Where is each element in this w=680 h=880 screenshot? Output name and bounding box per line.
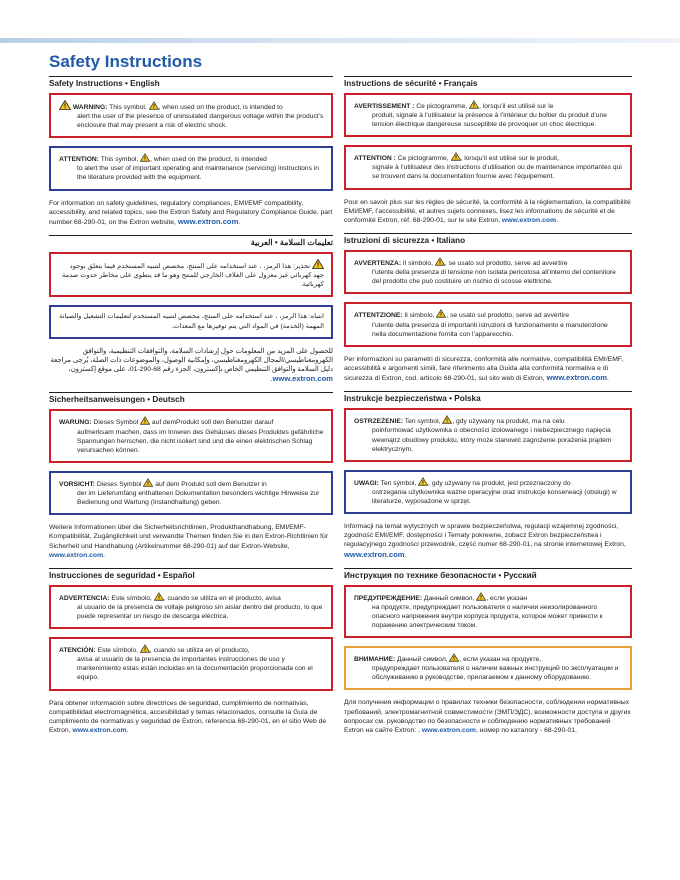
- attention-text: auf dem Produkt soll dem Benutzer in: [153, 480, 267, 488]
- left-column: [49, 76, 333, 743]
- warning-label: AVVERTENZA:: [354, 260, 402, 268]
- warning-text: auf demProdukt soll den Benutzer darauf: [150, 419, 274, 427]
- attention-text: Ten symbol,: [378, 479, 419, 487]
- attention-text: Il simbolo,: [402, 312, 437, 320]
- extron-link[interactable]: www.extron.com: [72, 727, 127, 735]
- warning-box-french: [344, 93, 632, 137]
- warning-text: Ce pictogramme,: [414, 103, 470, 110]
- paragraph-text: Для получения информации о правилах техники безопасности, соблюдении нормативных требований, электромагнитной совместимости (ЭМП/ЭДС), возможности доступа и других вопросах см. руководство по безопасности и соблюдению нормативных требований Extron на сайте Extron: ,: [344, 699, 631, 735]
- attention-text: avisa al usuario de la presencia de importantes instrucciones de uso y mantenimiento estas están incluidas en la documentación proporcionada con el equipo.: [77, 656, 313, 682]
- info-paragraph-arabic: [49, 347, 333, 385]
- warning-text: poinformować użytkownika o obecności izolowanego i niebezpiecznego napięcia wewnątrz obudowy produktu, który może stanowić zagrożenie porażenia prądem elektrycznym.: [372, 427, 612, 453]
- section-heading-russian: Инструкция по технике безопасности • Русский: [344, 568, 632, 583]
- warning-triangle-icon: [476, 592, 486, 601]
- right-column: [344, 76, 632, 743]
- warning-box-german: [49, 409, 333, 462]
- attention-text: Данный символ,: [395, 656, 450, 664]
- warning-label: ADVERTENCIA:: [59, 594, 110, 602]
- paragraph-text: .: [556, 216, 558, 224]
- paragraph-text: .: [103, 551, 106, 559]
- info-paragraph-spanish: [49, 699, 333, 736]
- extron-link[interactable]: www.extron.com: [344, 549, 405, 559]
- warning-triangle-icon: [435, 257, 445, 266]
- attention-text: предупреждает пользователя о наличии важных инструкций по эксплуатации и обслуживанию в руководстве, прилагаемом к данному оборудованию.: [372, 665, 619, 682]
- warning-triangle-icon: [418, 477, 428, 486]
- attention-label: ВНИМАНИЕ:: [354, 656, 396, 664]
- attention-text: Este símbolo,: [95, 647, 140, 655]
- attention-text: Dieses Symbol: [95, 480, 144, 488]
- attention-label: ATTENTZIONE:: [354, 312, 403, 320]
- warning-text: l’utente della presenza di tensione non isolata pericolosa all’interno del contenitore del prodotto che può costituire un rischio di scosse elettriche.: [372, 269, 616, 286]
- warning-label: OSTRZEŻENIE:: [354, 418, 404, 426]
- extron-link[interactable]: www.extron.com: [421, 727, 476, 735]
- attention-text: ostrzegania użytkownika ważne operacyjne oraz instrukcje konserwacji (obsługi) w literaturze, wyposażone w sprzęt.: [372, 488, 617, 505]
- section-heading-arabic: تعليمات السلامة • العربية: [49, 235, 333, 250]
- paragraph-text: Weitere Informationen über die Sicherheitsrichtlinien, Produkthandhabung, EMI/EMF-Kompatibilität, Zugänglichkeit und verwandte Themen finden Sie in den Extron-Richtlinien für Sicherheit und Handhabung (Artikelnummer 68-290-01) auf der Extron-Website,: [49, 524, 329, 550]
- warning-label: ПРЕДУПРЕЖДЕНИЕ:: [354, 594, 423, 602]
- attention-text: , when used on the product, is intended: [150, 156, 267, 164]
- attention-box-french: [344, 145, 632, 189]
- warning-text: alert the user of the presence of uninsulated dangerous voltage within the product’s enclosure that may present a risk of electric shock.: [77, 113, 324, 130]
- section-heading-polish: Instrukcje bezpieczeństwa • Polska: [344, 391, 632, 406]
- warning-text: , lorsqu’il est utilisé sur le: [479, 103, 554, 110]
- page-title: Safety Instructions: [49, 52, 203, 71]
- warning-triangle-icon: [140, 416, 150, 425]
- section-heading-italian: Istruzioni di sicurezza • Italiano: [344, 233, 632, 248]
- paragraph-text: للحصول على المزيد من المعلومات حول إرشادات السلامة، والتوافقات التنظيمية، والتوافق الكهرومغناطيسي/المجال الكهرومغناطيسي، وإمكانية الوصول، والموضوعات ذات الصلة، يُرجى مراجعة دليل السلامة والتوافق التنظيمي الخاص بإكسترون، الجزء رقم 68-290-01، على موقع إكسترون،: [50, 347, 333, 374]
- info-paragraph-italian: [344, 355, 632, 384]
- warning-text: تحذير: هذا الرمز، ، عند استخدامه على المنتج، مخصص لتنبيه المستخدم فيما يتعلق بوجود جهد كهربائي غير معزول على الغلاف الخارجي للمنتج وهو ما قد ينطوي على مخاطر حدوث صدمة كهربائية.: [61, 263, 324, 289]
- attention-box-english: [49, 146, 333, 190]
- paragraph-text: .: [606, 375, 609, 383]
- attention-box-arabic: [49, 305, 333, 338]
- warning-text: , cuando se utiliza en el producto, avisa: [163, 594, 281, 602]
- warning-label: WARUNG:: [59, 419, 92, 427]
- info-paragraph-russian: [344, 698, 632, 735]
- warning-text: , when used on the product, is intended to: [158, 104, 283, 111]
- warning-text: This symbol,: [107, 104, 149, 111]
- warning-triangle-icon: [154, 592, 164, 601]
- warning-text: Il simbolo,: [401, 260, 435, 268]
- paragraph-text: Pour en savoir plus sur les règles de sécurité, la conformité à la réglementation, la compatibilité EMI/EMF, l’accessibilité, et autres sujets connexes, lisez les informations de sécurité et de conformité Extron, réf. 68-290-01, sur le site Extron,: [344, 198, 631, 224]
- warning-box-polish: [344, 408, 632, 461]
- attention-label: VORSICHT:: [59, 480, 96, 488]
- paragraph-text: For information on safety guidelines, regulatory compliances, EMI/EMF compatibility, accessibility, and related topics, see the Extron Safety and Regulatory Compliance Guide, part number 68-290-01, on the Extron website,: [49, 199, 333, 226]
- attention-text: signale à l’utilisateur des instructions d’utilisation ou de maintenance importantes qui se trouvent dans la documentation fournie avec l’équipement.: [372, 164, 622, 181]
- attention-text: , gdy używany na produkt, jest przeznaczony do: [428, 479, 571, 487]
- warning-triangle-icon: [469, 100, 479, 109]
- info-paragraph-english: [49, 199, 333, 228]
- attention-text: انتباه: هذا الرمز، ، عند استخدامه على المنتج، مخصص لتنبيه المستخدم لتعليمات التشغيل والصيانة المهمة (الخدمة) في المواد التي يتم توفيرها مع المعدات.: [59, 313, 324, 330]
- attention-text: , se usato sul prodotto, serve ad avvertire: [446, 312, 570, 320]
- attention-label: ATTENTION:: [59, 156, 99, 164]
- attention-box-german: [49, 471, 333, 515]
- paragraph-text: , номер по каталогу - 68-290-01.: [475, 727, 577, 735]
- attention-box-italian: [344, 302, 632, 346]
- attention-box-polish: [344, 470, 632, 514]
- attention-text: Ce pictogramme,: [395, 155, 451, 163]
- warning-triangle-icon: [436, 309, 446, 318]
- paragraph-text: .: [270, 376, 273, 384]
- warning-box-english: [49, 93, 333, 138]
- info-paragraph-german: [49, 523, 333, 560]
- extron-link[interactable]: www.extron.com: [177, 216, 239, 226]
- warning-triangle-icon: [140, 644, 150, 653]
- warning-triangle-icon: [442, 415, 452, 424]
- warning-box-italian: [344, 250, 632, 294]
- warning-box-spanish: [49, 585, 333, 629]
- warning-text: Ten symbol,: [403, 418, 443, 426]
- info-paragraph-french: [344, 198, 632, 226]
- warning-triangle-icon: [140, 153, 150, 162]
- section-heading-english: Safety Instructions • English: [49, 76, 333, 91]
- warning-label: WARNING:: [72, 104, 108, 111]
- warning-triangle-icon: [451, 152, 461, 161]
- attention-box-russian: [344, 646, 632, 690]
- attention-label: UWAGI:: [354, 479, 379, 487]
- warning-text: produit, signale à l’utilisateur la présence à l’intérieur du boîtier du produit d’une tension électrique dangereuse susceptible de provoquer un choc électrique.: [372, 112, 607, 129]
- warning-text: Данный символ,: [422, 594, 477, 602]
- paragraph-text: Informacji na temat wytycznych w sprawie bezpieczeństwa, regulacji wzajemnej zgodności, zgodność EMI/EMF, dostępności i Tematy pokrewne, zobacz Extron bezpieczeństwa i regulacyjnego zgodności przewodnik, część numer 68-290-01, na stronie internetowej Extron,: [344, 523, 626, 549]
- warning-triangle-icon: [449, 653, 459, 662]
- attention-text: , lorsqu’il est utilisé sur le produit,: [460, 155, 559, 163]
- paragraph-text: .: [126, 727, 129, 735]
- warning-triangle-icon: [312, 259, 324, 269]
- warning-text: al usuario de la presencia de voltaje peligroso sin aislar dentro del producto, lo que puede representar un riesgo de descarga eléctrica.: [77, 604, 323, 621]
- attention-text: to alert the user of important operating and maintenance (servicing) instructions in the literature provided with the equipment.: [77, 165, 319, 182]
- warning-box-russian: [344, 585, 632, 638]
- warning-label: AVERTISSEMENT :: [354, 103, 415, 110]
- section-heading-spanish: Instrucciones de seguridad • Español: [49, 568, 333, 583]
- warning-triangle-icon: [149, 101, 159, 110]
- warning-box-arabic: [49, 252, 333, 297]
- warning-text: на продукте, предупреждает пользователя о наличии неизолированного опасного напряжения внутри корпуса продукта, которое может привести к поражению электрическим током.: [372, 603, 603, 630]
- warning-text: Dieses Symbol: [91, 419, 141, 427]
- extron-link[interactable]: www.extron.com: [501, 216, 557, 224]
- section-heading-french: Instructions de sécurité • Français: [344, 76, 632, 91]
- attention-label: ATENCIÓN:: [59, 647, 96, 655]
- attention-text: l’utente della presenza di importanti istruzioni di funzionamento e manutenzione nella documentazione fornita con l’apparecchio.: [372, 321, 608, 338]
- paragraph-text: .: [238, 218, 241, 226]
- paragraph-text: Per informazioni su parametri di sicurezza, conformità alle normative, compatibilità EMI/EMF, accessibilità e argomenti simili, fare riferimento alla Guida alla conformità normativa e di sicurezza di Extron, cod. articolo 68-290-01, sul sito web di Extron,: [344, 355, 624, 383]
- extron-link[interactable]: www.extron.com: [272, 374, 333, 384]
- attention-text: , cuando se utiliza en el producto,: [149, 647, 250, 655]
- top-accent-bar: [0, 38, 680, 43]
- section-heading-german: Sicherheitsanweisungen • Deutsch: [49, 392, 333, 407]
- warning-text: , если указан: [486, 594, 528, 602]
- paragraph-text: Para obtener información sobre directrices de seguridad, cumplimiento de normativas, compatibilidad electromagnética, accesibilidad y temas relacionados, consulte la Guía de cumplimiento de normativas y seguridad de Extron, referencia 68-290-01, en el sitio Web de Extron,: [49, 699, 327, 735]
- attention-text: der im Lieferumfang enthaltenen Dokumentation besonders wichtige Hinweise zur Bedienung und Wartung (Instandhaltung) geben.: [77, 489, 320, 507]
- warning-text: aufmerksam machen, dass im Inneren des Gehäuses dieses Produktes gefährliche Spannungen herrschen, die nicht isoliert sind und die einen elektrischen Schlag verursachen können.: [77, 428, 324, 454]
- attention-text: , если указан на продукте,: [459, 656, 542, 664]
- warning-text: Este símbolo,: [109, 594, 154, 602]
- attention-label: ATTENTION :: [354, 155, 396, 163]
- info-paragraph-polish: [344, 522, 632, 560]
- warning-triangle-icon: [59, 100, 71, 110]
- attention-text: This symbol,: [99, 156, 141, 164]
- extron-link[interactable]: www.extron.com: [49, 551, 104, 559]
- attention-box-spanish: [49, 637, 333, 690]
- warning-text: , gdy używany na produkt, ma na celu: [452, 418, 565, 426]
- warning-text: , se usato sul prodotto, serve ad avvertire: [444, 260, 568, 268]
- paragraph-text: .: [404, 551, 407, 559]
- warning-triangle-icon: [143, 478, 153, 487]
- extron-link[interactable]: www.extron.com: [546, 373, 607, 383]
